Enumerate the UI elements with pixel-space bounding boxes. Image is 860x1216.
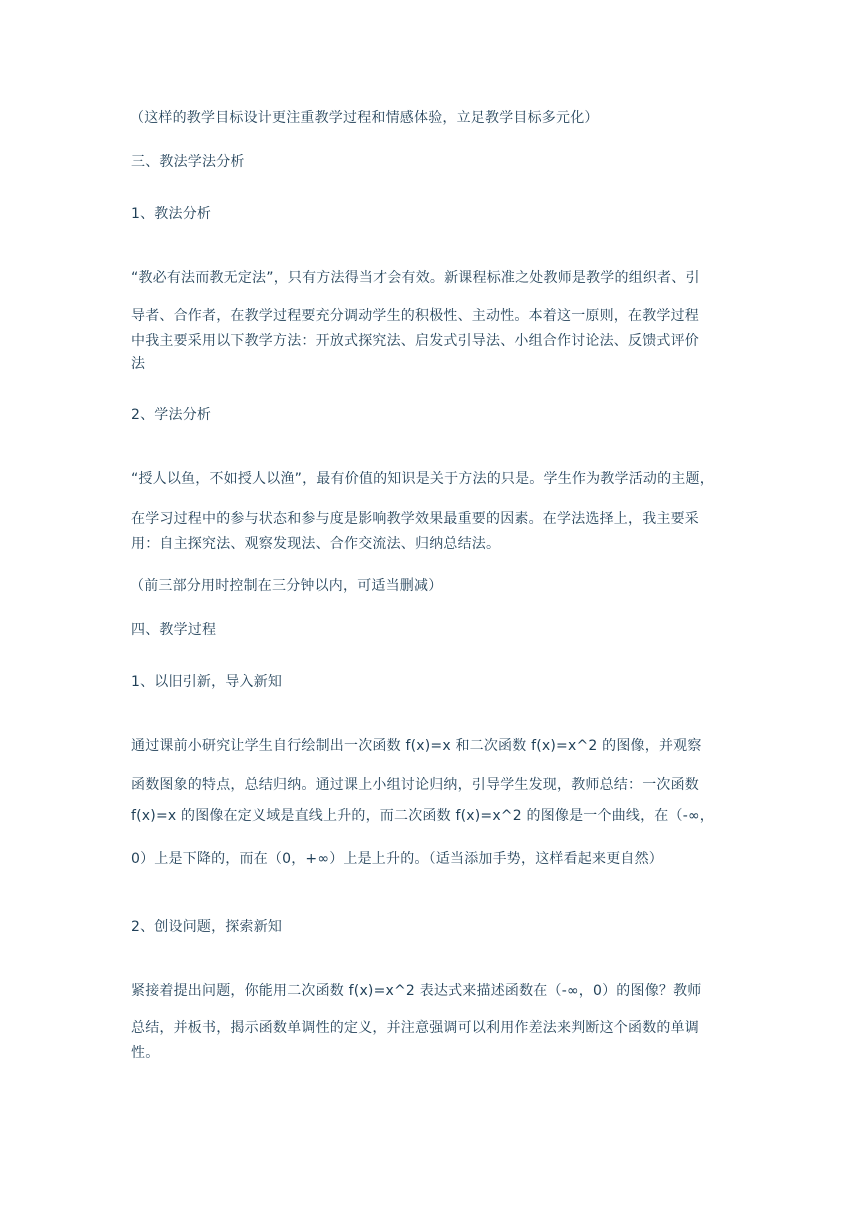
- paragraph-line: 0）上是下降的，而在（0，+∞）上是上升的。（适当添加手势，这样看起来更自然）: [131, 851, 664, 867]
- subheading-learning-method: 2、学法分析: [131, 407, 212, 423]
- section-heading-method-analysis: 三、教法学法分析: [131, 154, 245, 170]
- note-teaching-goal: （这样的教学目标设计更注重教学过程和情感体验，立足教学目标多元化）: [130, 110, 599, 126]
- step-heading-explore: 2、创设问题，探索新知: [131, 919, 283, 935]
- paragraph-line: 导者、合作者，在教学过程要充分调动学生的积极性、主动性。本着这一原则，在教学过程: [131, 308, 699, 324]
- step-heading-introduce: 1、以旧引新，导入新知: [131, 674, 283, 690]
- paragraph-line: 函数图象的特点，总结归纳。通过课上小组讨论归纳，引导学生发现，教师总结：一次函数: [131, 777, 699, 793]
- paragraph-line: “教必有法而教无定法”，只有方法得当才会有效。新课程标准之处教师是教学的组织者、引: [131, 270, 700, 286]
- paragraph-line: f(x)=x 的图像在定义域是直线上升的，而二次函数 f(x)=x^2 的图像是一个曲线，在（-∞，: [131, 808, 715, 824]
- paragraph-line: 用：自主探究法、观察发现法、合作交流法、归纳总结法。: [131, 536, 501, 552]
- paragraph-line: 法: [131, 356, 146, 372]
- paragraph-line: 性。: [131, 1045, 160, 1061]
- section-heading-teaching-process: 四、教学过程: [131, 622, 217, 638]
- paragraph-line: 在学习过程中的参与状态和参与度是影响教学效果最重要的因素。在学法选择上，我主要采: [131, 511, 699, 527]
- paragraph-line: “授人以鱼，不如授人以渔”，最有价值的知识是关于方法的只是。学生作为教学活动的主题，: [131, 471, 714, 487]
- paragraph-line: 通过课前小研究让学生自行绘制出一次函数 f(x)=x 和二次函数 f(x)=x^2 的图像，并观察: [131, 738, 702, 754]
- paragraph-line: 中我主要采用以下教学方法：开放式探究法、启发式引导法、小组合作讨论法、反馈式评价: [131, 333, 699, 349]
- paragraph-line: 总结，并板书，揭示函数单调性的定义，并注意强调可以利用作差法来判断这个函数的单调: [131, 1020, 699, 1036]
- note-time-control: （前三部分用时控制在三分钟以内，可适当删减）: [130, 578, 443, 594]
- paragraph-line: 紧接着提出问题，你能用二次函数 f(x)=x^2 表达式来描述函数在（-∞，0）的图像？教师: [131, 983, 702, 999]
- subheading-teaching-method: 1、教法分析: [131, 206, 212, 222]
